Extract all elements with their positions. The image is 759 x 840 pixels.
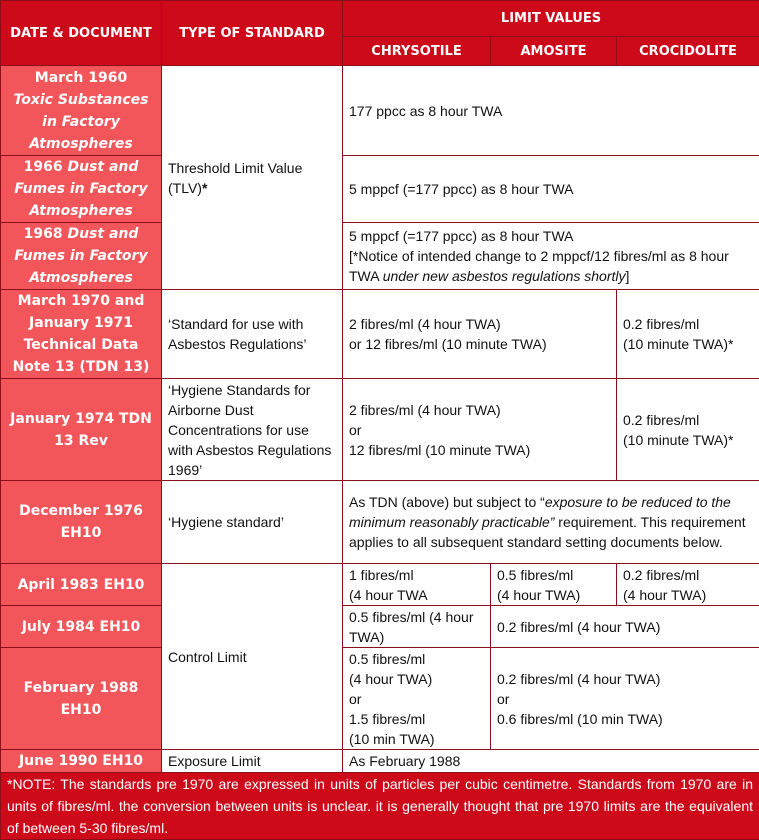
table-row-1960 <box>1 66 759 156</box>
table-row-1984 <box>1 606 759 648</box>
value-cell-1976 <box>343 481 759 564</box>
type-1990: Exposure Limit <box>168 753 261 769</box>
value-1983-ch-1: 1 fibres/ml <box>349 566 414 583</box>
date-1983: April 1983 EH10 <box>17 576 145 593</box>
header-amosite: AMOSITE <box>491 37 617 66</box>
type-1970: ‘Standard for use with Asbestos Regulations’ <box>168 316 307 352</box>
type-cell-control-limit <box>162 564 343 750</box>
value-cell-1974-chrysotile-amosite <box>343 379 617 481</box>
value-1990: As February 1988 <box>349 753 461 769</box>
date-1968: 1968 <box>23 226 63 242</box>
date-1966: 1966 <box>23 159 63 175</box>
date-cell-1968 <box>1 223 162 290</box>
table-row-1976 <box>1 481 759 564</box>
date-1974: January 1974 TDN 13 Rev <box>10 410 152 449</box>
header-date-document: DATE & DOCUMENT <box>1 1 162 66</box>
date-cell-1960 <box>1 66 162 156</box>
note-row <box>1 773 759 840</box>
type-1974: ‘Hygiene Standards for Airborne Dust Concentrations for use with Asbestos Regulations 1969’ <box>168 381 332 478</box>
date-cell-1974 <box>1 379 162 481</box>
date-cell-1988 <box>1 648 162 750</box>
header-crocidolite: CROCIDOLITE <box>617 37 759 66</box>
doc-title-1968: Dust and Fumes in Factory Atmospheres <box>14 226 148 286</box>
date-cell-1984 <box>1 606 162 648</box>
date-cell-1976 <box>1 481 162 564</box>
value-cell-1988-amosite-crocidolite <box>491 648 759 750</box>
value-1976-a: As TDN (above) but subject to “ <box>349 494 545 510</box>
value-1988-ac-2: or <box>497 690 510 707</box>
footnote: *NOTE: The standards pre 1970 are expressed in units of particles per cubic centimetre. Standards from 1970 are in units of fibres/ml. the conversion between units is unclear. it is generally thought that pre 1970 limits are the equivalent of between 5-30 fibres/ml. <box>1 773 759 840</box>
value-cell-1984-chrysotile <box>343 606 491 648</box>
value-cell-1966 <box>343 156 759 223</box>
type-tlv-mark: * <box>201 179 208 196</box>
date-1970: March 1970 and January 1971 Technical Data Note 13 (TDN 13) <box>12 293 150 375</box>
value-1976-b: exposure to be reduced to the minimum reasonably practicable” <box>349 494 731 530</box>
value-1983-am-2: (4 hour TWA) <box>497 586 581 603</box>
value-1976-c: requirement. This requirement applies to all subsequent standard setting documents below. <box>349 514 746 550</box>
value-1960: 177 ppcc as 8 hour TWA <box>349 102 503 119</box>
header-row-top <box>1 1 759 37</box>
value-1968-note-b: under new asbestos regulations shortly <box>382 268 626 284</box>
date-cell-1983 <box>1 564 162 606</box>
value-1970-ca-1: 2 fibres/ml (4 hour TWA) <box>349 316 501 332</box>
type-cell-tlv <box>162 66 343 290</box>
table-row-1970 <box>1 290 759 379</box>
value-1988-ch-3: or <box>349 690 362 707</box>
value-1974-cr-1: 0.2 fibres/ml <box>623 411 700 428</box>
date-1988: February 1988 EH10 <box>23 679 139 718</box>
header-limit-values: LIMIT VALUES <box>343 1 759 37</box>
doc-title-1966: Dust and Fumes in Factory Atmospheres <box>14 159 148 219</box>
table-row-1966 <box>1 156 759 223</box>
table-row-1990 <box>1 750 759 773</box>
value-cell-1983-crocidolite <box>617 564 759 606</box>
value-cell-1970-crocidolite <box>617 290 759 379</box>
value-cell-1974-crocidolite <box>617 379 759 481</box>
type-cell-1976 <box>162 481 343 564</box>
value-cell-1970-chrysotile-amosite <box>343 290 617 379</box>
value-cell-1983-chrysotile <box>343 564 491 606</box>
value-1983-cr-1: 0.2 fibres/ml <box>623 566 700 583</box>
header-chrysotile: CHRYSOTILE <box>343 37 491 66</box>
value-1968-note-a: [*Notice of intended change to 2 mppcf/12 fibres/ml as 8 hour TWA <box>349 248 729 284</box>
header-type-of-standard: TYPE OF STANDARD <box>162 1 343 66</box>
value-1968-line1: 5 mppcf (=177 ppcc) as 8 hour TWA <box>349 228 574 244</box>
table-row-1988 <box>1 648 759 750</box>
value-cell-1990 <box>343 750 759 773</box>
type-1976: ‘Hygiene standard’ <box>168 514 284 530</box>
value-1984-ch: 0.5 fibres/ml (4 hour TWA) <box>349 608 474 645</box>
value-cell-1983-amosite <box>491 564 617 606</box>
type-cell-1974 <box>162 379 343 481</box>
value-cell-1960 <box>343 66 759 156</box>
date-1990: June 1990 EH10 <box>18 753 144 769</box>
value-1970-cr-1: 0.2 fibres/ml <box>623 316 700 332</box>
value-1970-cr-2: (10 minute TWA)* <box>623 336 734 352</box>
type-cell-1970 <box>162 290 343 379</box>
value-1988-ch-2: (4 hour TWA) <box>349 670 433 687</box>
value-1984-ac: 0.2 fibres/ml (4 hour TWA) <box>497 618 661 635</box>
value-1968-note-c: ] <box>625 268 630 284</box>
value-1970-ca-2: or 12 fibres/ml (10 minute TWA) <box>349 336 547 352</box>
value-1974-cr-2: (10 minute TWA)* <box>623 431 734 448</box>
date-1976: December 1976 EH10 <box>19 503 143 541</box>
table-row-1968 <box>1 223 759 290</box>
value-cell-1984-amosite-crocidolite <box>491 606 759 648</box>
value-1974-ca-3: 12 fibres/ml (10 minute TWA) <box>349 441 531 458</box>
date-1984: July 1984 EH10 <box>21 618 141 635</box>
value-cell-1968 <box>343 223 759 290</box>
value-1988-ch-4: 1.5 fibres/ml <box>349 710 426 727</box>
table-row-1983 <box>1 564 759 606</box>
date-cell-1990 <box>1 750 162 773</box>
type-cell-1990 <box>162 750 343 773</box>
doc-title-1960: Toxic Substances in Factory Atmospheres <box>13 91 149 152</box>
value-1988-ac-3: 0.6 fibres/ml (10 min TWA) <box>497 710 663 727</box>
date-cell-1970 <box>1 290 162 379</box>
value-1983-ch-2: (4 hour TWA <box>349 586 428 603</box>
value-1974-ca-1: 2 fibres/ml (4 hour TWA) <box>349 401 501 418</box>
date-cell-1966 <box>1 156 162 223</box>
table-row-1974 <box>1 379 759 481</box>
date-1960: March 1960 <box>34 69 128 86</box>
value-1988-ch-1: 0.5 fibres/ml <box>349 650 426 667</box>
value-cell-1988-chrysotile <box>343 648 491 750</box>
value-1983-cr-2: (4 hour TWA) <box>623 586 707 603</box>
value-1988-ac-1: 0.2 fibres/ml (4 hour TWA) <box>497 670 661 687</box>
value-1974-ca-2: or <box>349 421 362 438</box>
value-1988-ch-5: (10 min TWA) <box>349 730 435 747</box>
value-1983-am-1: 0.5 fibres/ml <box>497 566 574 583</box>
type-control-limit: Control Limit <box>168 648 247 665</box>
value-1966: 5 mppcf (=177 ppcc) as 8 hour TWA <box>349 181 574 197</box>
type-tlv-label: Threshold Limit Value (TLV) <box>168 159 303 196</box>
